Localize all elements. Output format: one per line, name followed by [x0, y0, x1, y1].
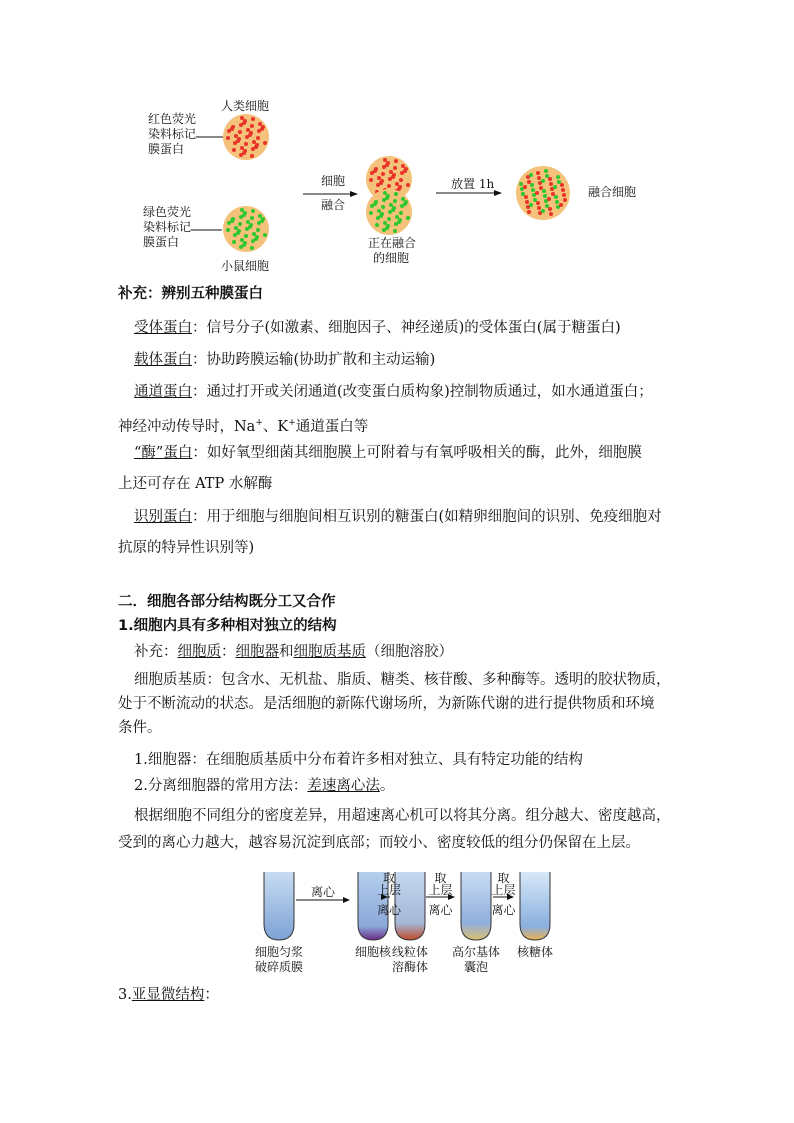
cytoplasm-term: 细胞质: [177, 644, 221, 660]
and-word: 和: [279, 644, 294, 660]
fusing-cell: [366, 156, 412, 235]
membrane-protein-dot: [251, 117, 255, 121]
green-dye-label-3: 膜蛋白: [143, 235, 180, 249]
red-dye-label-1: 红色荧光: [148, 112, 197, 126]
membrane-protein-dot: [527, 180, 531, 184]
organelle-term: 细胞器: [235, 644, 279, 660]
membrane-protein-dot: [403, 202, 407, 206]
arrow-step-label: 上层: [376, 883, 402, 897]
membrane-protein-dot: [535, 191, 539, 195]
membrane-protein-dot: [369, 178, 373, 182]
membrane-protein-dot: [524, 195, 528, 199]
membrane-protein-dot: [530, 183, 534, 187]
receptor-protein-text: ：信号分子(如激素、细胞因子、神经递质)的受体蛋白(属于糖蛋白): [192, 320, 621, 336]
membrane-protein-dot: [381, 205, 385, 209]
membrane-protein-dot: [561, 188, 565, 192]
centrifuge-tube: [461, 872, 491, 940]
membrane-protein-dot: [562, 193, 566, 197]
channel-protein-line: [134, 382, 653, 402]
colon: ：: [221, 644, 236, 660]
membrane-protein-dot: [563, 198, 567, 202]
fusing-label-1: 正在融合: [368, 236, 417, 250]
arrow-step-label: 取: [434, 871, 447, 885]
membrane-protein-dot: [377, 176, 381, 180]
centrifuge-tube: [264, 872, 294, 940]
centrifuge-arrowhead: [343, 897, 350, 903]
membrane-protein-dot: [529, 203, 533, 207]
membrane-protein-dot: [394, 159, 398, 163]
arrow-step-label: 离心: [491, 903, 516, 917]
membrane-protein-dot: [393, 229, 397, 233]
arrow-step-label: 上层: [428, 883, 453, 897]
arrow-step-label: 上层: [491, 883, 516, 897]
tube-body: [520, 872, 550, 940]
membrane-protein-dot: [531, 188, 535, 192]
membrane-protein-dot: [401, 164, 405, 168]
carrier-protein-text: ：协助跨膜运输(协助扩散和主动运输): [192, 352, 436, 368]
membrane-protein-dot: [373, 169, 377, 173]
membrane-protein-dot: [250, 246, 254, 250]
membrane-protein-dot: [553, 185, 557, 189]
recognition-protein-line: [134, 507, 662, 527]
arrow1-label-1: 细胞: [321, 174, 346, 188]
membrane-protein-dot: [549, 212, 553, 216]
membrane-protein-dot: [226, 136, 230, 140]
membrane-protein-dot: [393, 166, 397, 170]
membrane-protein-dot: [394, 192, 398, 196]
section2-sub1: 1.细胞内具有多种相对独立的结构: [118, 618, 337, 634]
enzyme-protein-term: “酶”蛋白: [134, 445, 193, 461]
membrane-protein-dot: [252, 140, 256, 144]
membrane-protein-dot: [549, 182, 553, 186]
membrane-protein-dot: [554, 195, 558, 199]
membrane-protein-dot: [387, 184, 391, 188]
membrane-protein-dot: [551, 192, 555, 196]
na-charge: +: [255, 418, 263, 428]
membrane-protein-dot: [250, 216, 254, 220]
membrane-protein-dot: [232, 240, 236, 244]
membrane-protein-dot: [543, 194, 547, 198]
arrow-step-label: 取: [497, 871, 510, 885]
tube-label: 核糖体: [516, 945, 554, 959]
membrane-protein-dot: [230, 219, 234, 223]
red-dye-label-3: 膜蛋白: [148, 142, 185, 156]
enzyme-protein-line: [134, 443, 642, 463]
membrane-protein-dot: [397, 220, 401, 224]
membrane-protein-dot: [254, 145, 258, 149]
membrane-protein-dot: [537, 206, 541, 210]
arrow-step-label: 离心: [376, 903, 402, 917]
section2-heading: 二．细胞各部分结构既分工又合作: [118, 594, 336, 610]
density-para-2: 受到的离心力越大，越容易沉淀到底部；而较小、密度较低的组分仍保留在上层。: [118, 835, 640, 851]
membrane-protein-dot: [556, 175, 560, 179]
tube-label: 细胞核: [354, 945, 392, 959]
matrix-para-2: 处于不断流动的状态。是活细胞的新陈代谢场所，为新陈代谢的进行提供物质和环境: [118, 696, 655, 712]
membrane-protein-dot: [252, 232, 256, 236]
tube-label: 高尔基体: [451, 945, 501, 959]
point1: 1.细胞器：在细胞质基质中分布着许多相对独立、具有特定功能的结构: [134, 752, 583, 768]
point3: [118, 985, 219, 1005]
membrane-protein-dot: [385, 163, 389, 167]
membrane-protein-dot: [387, 217, 391, 221]
membrane-protein-dot: [545, 174, 549, 178]
tube-body: [461, 872, 491, 940]
point3-term: 亚显微结构: [131, 987, 205, 1003]
membrane-protein-dot: [256, 228, 260, 232]
membrane-protein-dot: [519, 182, 523, 186]
membrane-protein-dot: [560, 183, 564, 187]
membrane-protein-dot: [383, 221, 387, 225]
membrane-protein-dot: [254, 237, 258, 241]
enzyme-protein-text: ：如好氧型细菌其细胞膜上可附着与有氧呼吸相关的酶，此外，细胞膜: [192, 445, 642, 461]
membrane-protein-dot: [383, 158, 387, 162]
membrane-protein-dot: [369, 211, 373, 215]
membrane-protein-dot: [548, 207, 552, 211]
membrane-protein-dot: [391, 175, 395, 179]
membrane-protein-dot: [541, 209, 545, 213]
matrix-para-3: 条件。: [118, 720, 162, 736]
membrane-protein-dot: [244, 142, 248, 146]
human-cell: [223, 114, 269, 160]
membrane-protein-dot: [242, 213, 246, 217]
membrane-protein-dot: [236, 139, 240, 143]
receptor-protein-term: 受体蛋白: [134, 320, 192, 336]
membrane-protein-dot: [537, 176, 541, 180]
fused-cell: [516, 166, 570, 220]
membrane-protein-dot: [226, 228, 230, 232]
supplement-prefix: 补充：: [134, 644, 178, 660]
human-cell-label: 人类细胞: [221, 99, 270, 113]
membrane-protein-dot: [557, 180, 561, 184]
matrix-term: 细胞质基质: [293, 644, 366, 660]
membrane-protein-dot: [525, 200, 529, 204]
arrow-step-label: 离心: [310, 885, 336, 899]
receptor-protein-line: [134, 318, 621, 338]
red-dye-label-2: 染料标记: [148, 127, 197, 141]
arrow2-label: 放置 1h: [451, 177, 495, 191]
arrow-step-label: 取: [382, 871, 396, 885]
membrane-protein-dot: [246, 128, 250, 132]
membrane-protein-dot: [523, 185, 527, 189]
point2-prefix: 2.分离细胞器的常用方法：: [134, 778, 308, 794]
matrix-para-1: 细胞质基质：包含水、无机盐、脂质、糖类、核苷酸、多种酶等。透明的胶状物质，: [134, 672, 671, 688]
channel-protein-cont: [118, 413, 368, 437]
membrane-protein-dot: [248, 133, 252, 137]
point3-prefix: 3.: [118, 987, 132, 1003]
membrane-protein-dot: [240, 116, 244, 120]
membrane-protein-dot: [251, 209, 255, 213]
mouse-cell: [223, 206, 269, 252]
membrane-protein-dot: [406, 183, 410, 187]
membrane-protein-dot: [527, 210, 531, 214]
membrane-protein-dot: [393, 199, 397, 203]
membrane-protein-dot: [548, 177, 552, 181]
membrane-protein-dot: [373, 202, 377, 206]
recognition-protein-text: ：用于细胞与细胞间相互识别的糖蛋白(如精卵细胞间的识别、免疫细胞对: [192, 509, 662, 525]
cell-fusion-figure: [118, 92, 637, 277]
carrier-protein-term: 载体蛋白: [134, 352, 192, 368]
supplement-heading: 补充：辨别五种膜蛋白: [118, 286, 263, 302]
cytoplasm-supplement-line: [134, 642, 453, 662]
membrane-protein-dot: [544, 169, 548, 173]
membrane-protein-dot: [555, 200, 559, 204]
cont-text-3: 通道蛋白等: [295, 418, 369, 435]
membrane-protein-dot: [250, 154, 254, 158]
recognition-protein-cont: 抗原的特异性识别等): [118, 540, 255, 556]
fused-cell-label: 融合细胞: [588, 185, 637, 199]
membrane-protein-dot: [260, 219, 264, 223]
point3-end: ：: [204, 987, 219, 1003]
membrane-protein-dot: [541, 179, 545, 183]
membrane-protein-dot: [234, 134, 238, 138]
mouse-cell-label: 小鼠细胞: [221, 259, 270, 273]
membrane-protein-dot: [242, 151, 246, 155]
membrane-protein-dot: [399, 178, 403, 182]
membrane-protein-dot: [258, 214, 262, 218]
membrane-protein-dot: [389, 203, 393, 207]
membrane-protein-dot: [529, 173, 533, 177]
cont-text-2: 、K: [262, 418, 289, 435]
membrane-protein-dot: [406, 216, 410, 220]
fusing-label-2: 的细胞: [373, 251, 410, 265]
membrane-protein-dot: [246, 220, 250, 224]
membrane-protein-dot: [385, 196, 389, 200]
membrane-protein-dot: [397, 187, 401, 191]
arrow1-label-2: 融合: [321, 198, 346, 212]
membrane-protein-dot: [263, 141, 267, 145]
tube-label: 细胞匀浆: [254, 945, 304, 959]
arrow-step-label: 离心: [428, 903, 453, 917]
enzyme-protein-cont: 上还可存在 ATP 水解酶: [118, 476, 273, 492]
point2-term: 差速离心法: [307, 778, 380, 794]
green-dye-label-2: 染料标记: [143, 220, 192, 234]
membrane-protein-dot: [236, 231, 240, 235]
point2: [134, 776, 394, 796]
point2-end: 。: [379, 778, 395, 794]
membrane-protein-dot: [234, 226, 238, 230]
rest-arrowhead: [494, 190, 502, 196]
fuse-arrowhead: [350, 191, 358, 197]
membrane-protein-dot: [256, 136, 260, 140]
tube-body: [264, 872, 294, 940]
membrane-protein-dot: [381, 172, 385, 176]
membrane-protein-dot: [379, 181, 383, 185]
tube-label: 线粒体: [391, 945, 429, 959]
membrane-protein-dot: [536, 201, 540, 205]
tube-label: 破碎质膜: [254, 960, 304, 974]
membrane-protein-dot: [399, 211, 403, 215]
membrane-protein-dot: [238, 222, 242, 226]
recognition-protein-term: 识别蛋白: [134, 509, 192, 525]
membrane-protein-dot: [260, 127, 264, 131]
carrier-protein-line: [134, 350, 435, 370]
membrane-protein-dot: [375, 223, 379, 227]
membrane-protein-dot: [542, 189, 546, 193]
membrane-protein-dot: [232, 148, 236, 152]
membrane-protein-dot: [242, 121, 246, 125]
membrane-protein-dot: [389, 170, 393, 174]
membrane-protein-dot: [244, 234, 248, 238]
channel-protein-term: 通道蛋白: [134, 384, 192, 400]
k-charge: +: [288, 418, 296, 428]
matrix-paren: （细胞溶胶）: [366, 644, 453, 660]
membrane-protein-dot: [248, 225, 252, 229]
membrane-protein-dot: [391, 208, 395, 212]
membrane-protein-dot: [536, 171, 540, 175]
membrane-protein-dot: [240, 238, 244, 242]
membrane-protein-dot: [230, 127, 234, 131]
membrane-protein-dot: [377, 209, 381, 213]
membrane-protein-dot: [401, 197, 405, 201]
channel-protein-text: ：通过打开或关闭通道(改变蛋白质构象)控制物质通过，如水通道蛋白；: [192, 384, 653, 400]
membrane-protein-dot: [395, 182, 399, 186]
density-para-1: 根据细胞不同组分的密度差异，用超速离心机可以将其分离。组分越大、密度越高，: [134, 808, 671, 824]
membrane-protein-dot: [242, 243, 246, 247]
membrane-protein-dot: [559, 203, 563, 207]
cont-text-1: 神经冲动传导时，Na: [118, 418, 256, 435]
membrane-protein-dot: [395, 215, 399, 219]
tube-label-group: [255, 944, 553, 974]
membrane-protein-dot: [263, 233, 267, 237]
membrane-protein-dot: [383, 191, 387, 195]
membrane-protein-dot: [240, 146, 244, 150]
membrane-protein-dot: [533, 198, 537, 202]
tube-label: 囊泡: [463, 960, 489, 974]
membrane-protein-dot: [547, 197, 551, 201]
membrane-protein-dot: [521, 192, 525, 196]
membrane-protein-dot: [379, 214, 383, 218]
membrane-protein-dot: [258, 122, 262, 126]
tube-label: 溶酶体: [391, 960, 429, 974]
membrane-protein-dot: [240, 208, 244, 212]
membrane-protein-dot: [385, 226, 389, 230]
membrane-protein-dot: [238, 130, 242, 134]
membrane-protein-dot: [403, 169, 407, 173]
membrane-protein-dot: [250, 124, 254, 128]
centrifuge-tube: [520, 872, 550, 940]
membrane-protein-dot: [539, 186, 543, 190]
membrane-protein-dot: [545, 204, 549, 208]
centrifugation-figure: [250, 862, 560, 980]
green-dye-label-1: 绿色荧光: [143, 205, 192, 219]
